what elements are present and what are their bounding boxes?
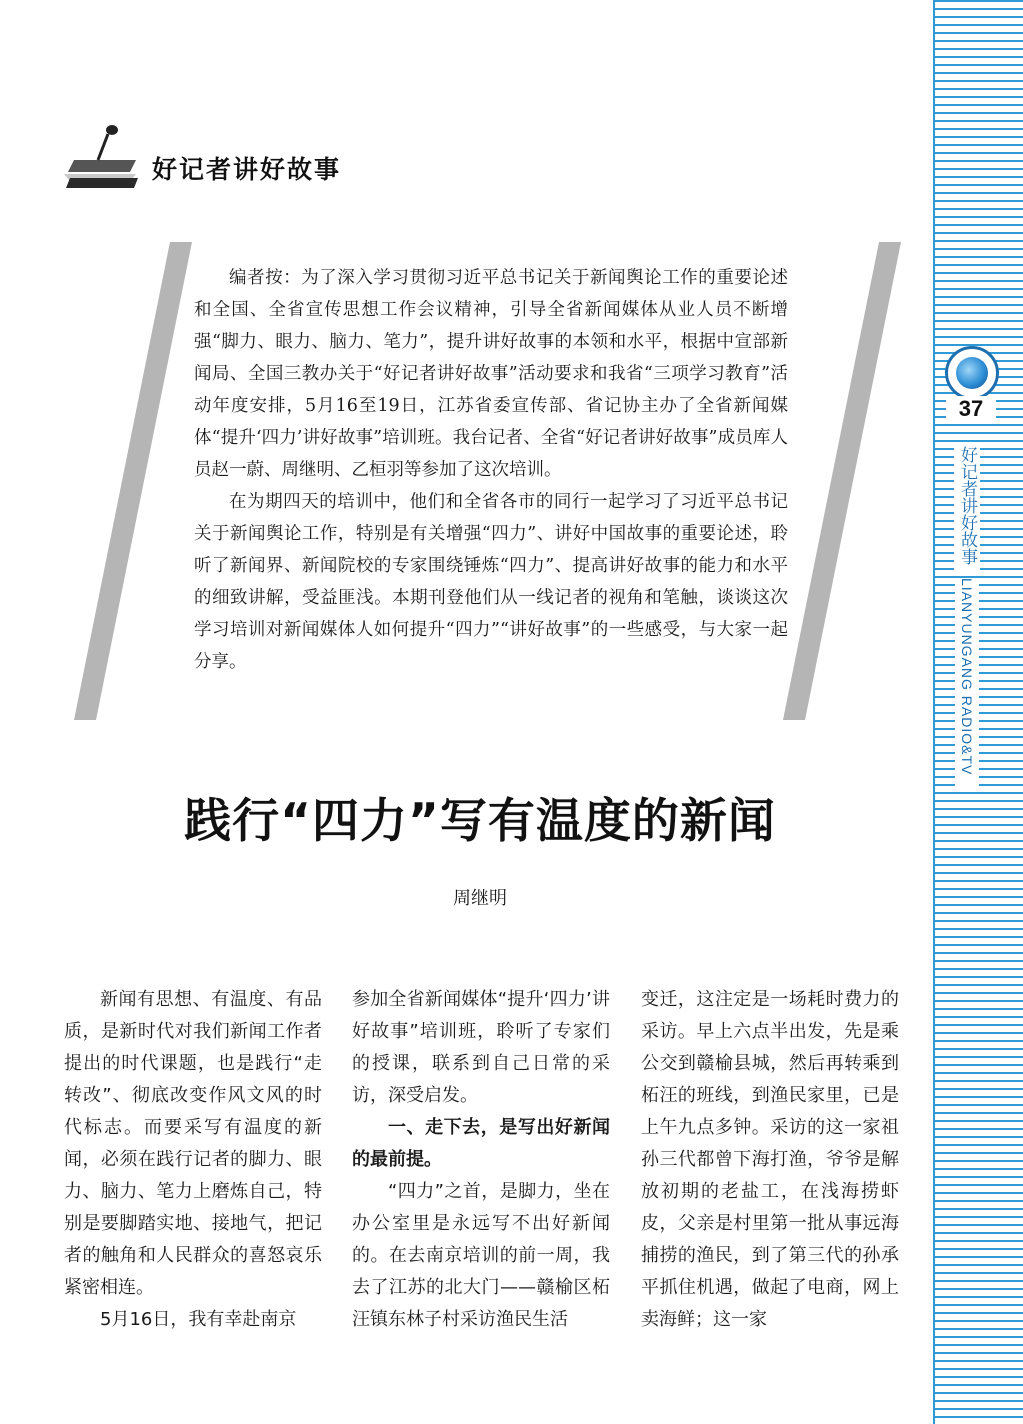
body-paragraph: 5月16日，我有幸赴南京 <box>100 1309 297 1330</box>
body-column-1 <box>64 984 322 1336</box>
side-section-title: 好记者讲好故事 <box>954 446 980 574</box>
body-paragraph: 新闻有思想、有温度、有品质，是新时代对我们新闻工作者提出的时代课题，也是践行“走转改”、彻底改变作风文风的时代标志。而要采写有温度的新闻，必须在践行记者的脚力、眼力、脑力、笔力上磨炼自己，特别是要脚踏实地、接地气，把记者的触角和人民群众的喜怒哀乐紧密相连。 <box>64 989 322 1298</box>
body-paragraph: 变迁，这注定是一场耗时费力的采访。早上六点半出发，先是乘公交到赣榆县城，然后再转乘到柘汪的班线，到渔民家里，已是上午九点多钟。采访的这一家祖孙三代都曾下海打渔，爷爷是解放初期的老盐工，在浅海捞虾皮，父亲是村里第一批从事远海捕捞的渔民，到了第三代的孙承平抓住机遇，做起了电商，网上卖海鲜；这一家 <box>641 989 899 1330</box>
body-column-2 <box>352 984 610 1336</box>
page-number: 37 <box>946 396 996 424</box>
right-slash-decoration <box>783 242 903 722</box>
article-title: 践行“四力”写有温度的新闻 <box>184 794 776 849</box>
section-heading: 一、走下去，是写出好新闻的最前提。 <box>352 1117 610 1170</box>
section-title: 好记者讲好故事 <box>152 155 342 184</box>
editor-note <box>194 262 788 678</box>
body-paragraph: 参加全省新闻媒体“提升‘四力’讲好故事”培训班，聆听了专家们的授课，联系到自己日常的采访，深受启发。 <box>352 989 610 1106</box>
globe-logo-icon <box>945 346 999 400</box>
editor-note-paragraph: 在为期四天的培训中，他们和全省各市的同行一起学习了习近平总书记关于新闻舆论工作，特别是有关增强“四力”、讲好中国故事的重要论述，聆听了新闻界、新闻院校的专家围绕锤炼“四力”、提高讲好故事的能力和水平的细致讲解，受益匪浅。本期刊登他们从一线记者的视角和笔触，谈谈这次学习培训对新闻媒体人如何提升“四力”“讲好故事”的一些感受，与大家一起分享。 <box>194 492 788 672</box>
microphone-podium-icon <box>64 122 144 192</box>
article-author: 周继明 <box>453 888 507 909</box>
left-slash-decoration <box>74 242 194 722</box>
editor-note-paragraph: 编者按：为了深入学习贯彻习近平总书记关于新闻舆论工作的重要论述和全国、全省宣传思想工作会议精神，引导全省新闻媒体从业人员不断增强“脚力、眼力、脑力、笔力”，提升讲好故事的本领和水平，根据中宣部新闻局、全国三教办关于“好记者讲好故事”活动要求和我省“三项学习教育”活动年度安排，5月16至19日，江苏省委宣传部、省记协主办了全省新闻媒体“提升‘四力’讲好故事”培训班。我台记者、全省“好记者讲好故事”成员库人员赵一蔚、周继明、乙桓羽等参加了这次培训。 <box>194 268 788 480</box>
body-paragraph: “四力”之首，是脚力，坐在办公室里是永远写不出好新闻的。在去南京培训的前一周，我去了江苏的北大门——赣榆区柘汪镇东林子村采访渔民生活 <box>352 1181 610 1330</box>
section-header <box>64 122 404 192</box>
side-publication-name: LIANYUNGANG RADIO&TV <box>955 578 979 790</box>
body-column-3 <box>641 984 899 1336</box>
